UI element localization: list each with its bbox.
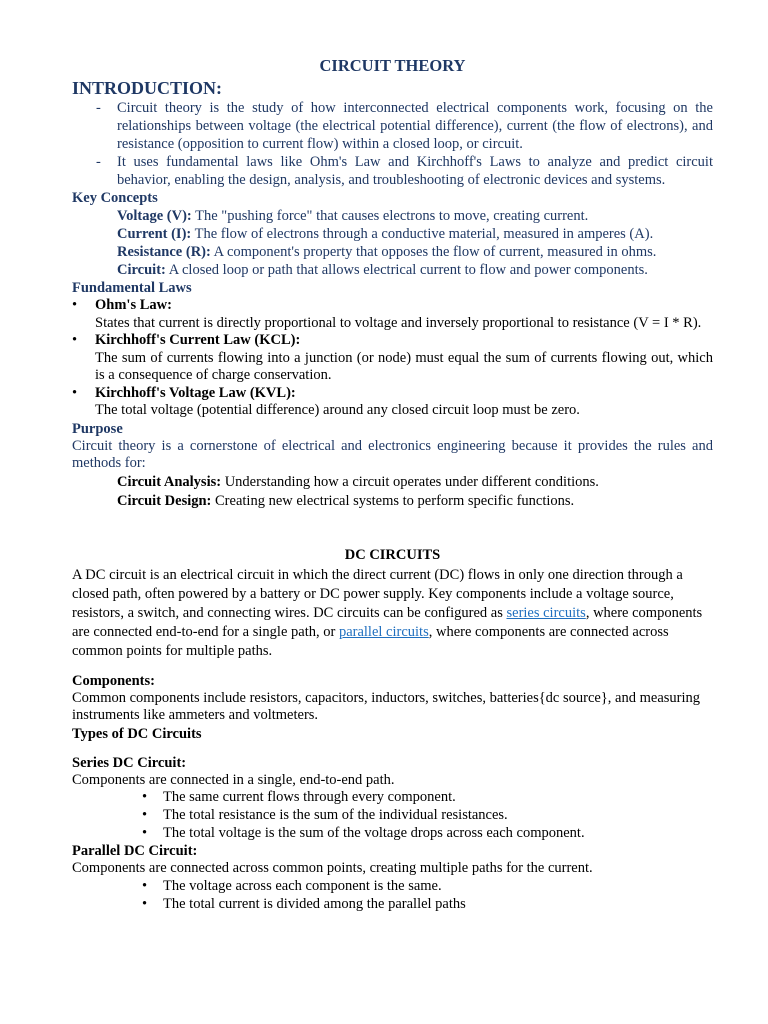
concept-desc: A closed loop or path that allows electrical current to flow and power components.	[165, 262, 648, 278]
concept-term: Voltage (V):	[117, 208, 192, 224]
key-concepts-list	[72, 207, 713, 279]
introduction-heading: INTRODUCTION:	[72, 78, 223, 98]
concept-item	[117, 225, 713, 243]
concept-term: Circuit:	[117, 262, 166, 278]
types-heading: Types of DC Circuits	[72, 725, 202, 742]
law-item	[72, 385, 713, 420]
bullet-icon: •	[72, 384, 78, 401]
bullet-icon: •	[72, 297, 78, 313]
parallel-circuits-link[interactable]: parallel circuits	[338, 624, 429, 641]
list-item: • The total resistance is the sum of the individual resistances.	[72, 807, 713, 825]
law-item	[72, 332, 713, 385]
list-item: • The total current is divided among the parallel paths	[72, 896, 713, 914]
components-text: Common components include resistors, capacitors, inductors, switches, batteries{dc source}, and measuring instruments like ammeters and voltmeters.	[72, 689, 701, 724]
law-text: The total voltage (potential difference) around any closed circuit loop must be zero.	[95, 402, 580, 418]
fundamental-laws-heading: Fundamental Laws	[72, 280, 192, 296]
document-page	[72, 56, 713, 914]
introduction-list	[72, 99, 713, 189]
law-name: Kirchhoff's Current Law (KCL):	[95, 332, 301, 348]
purpose-term: Circuit Design:	[117, 492, 212, 509]
purpose-text: Circuit theory is a cornerstone of electrical and electronics engineering because it provides the rules and methods for:	[72, 437, 713, 471]
components-heading: Components:	[72, 672, 155, 689]
concept-desc: The "pushing force" that causes electrons to move, creating current.	[191, 208, 589, 224]
concept-desc: A component's property that opposes the flow of current, measured in ohms.	[210, 244, 657, 260]
concept-desc: The flow of electrons through a conductive material, measured in amperes (A).	[191, 226, 654, 242]
introduction-point: - It uses fundamental laws like Ohm's Law and Kirchhoff's Laws to analyze and predict circuit behavior, enabling the design, analysis, and troubleshooting of electronic devices and systems.	[72, 153, 713, 189]
law-text: The sum of currents flowing into a junction (or node) must equal the sum of currents flowing out, which is a consequence of charge conservation.	[95, 349, 713, 383]
bullet-icon: •	[72, 332, 78, 348]
purpose-term: Circuit Analysis:	[117, 473, 222, 490]
purpose-list	[72, 473, 713, 511]
concept-term: Resistance (R):	[117, 244, 211, 260]
series-text: Components are connected in a single, end-to-end path.	[72, 771, 395, 788]
series-circuits-link[interactable]: series circuits	[506, 604, 586, 621]
concept-item	[117, 261, 713, 279]
law-name: Kirchhoff's Voltage Law (KVL):	[95, 384, 296, 401]
key-concepts-heading: Key Concepts	[72, 190, 158, 206]
list-item: • The same current flows through every component.	[72, 789, 713, 807]
dc-text: , where components are connected across common points for multiple paths.	[72, 624, 669, 660]
dc-intro-paragraph	[72, 566, 713, 662]
fundamental-laws-list	[72, 297, 713, 420]
list-item: • The voltage across each component is the same.	[72, 878, 713, 896]
law-name: Ohm's Law:	[95, 297, 172, 313]
concept-item	[117, 207, 713, 225]
series-points-list	[72, 789, 713, 842]
purpose-item	[117, 492, 713, 511]
dc-text: A DC circuit is an electrical circuit in which the direct current (DC) flows in only one direction through a closed path, often powered by a battery or DC power supply. Key components include a voltage source, resistors, a switch, and connecting wires. DC circuits can be configured as	[72, 566, 683, 621]
parallel-text: Components are connected across common points, creating multiple paths for the current.	[72, 860, 593, 877]
dc-circuits-title: DC CIRCUITS	[344, 546, 441, 563]
law-item	[72, 297, 713, 332]
concept-item	[117, 243, 713, 261]
purpose-item	[117, 473, 713, 492]
purpose-desc: Creating new electrical systems to perform specific functions.	[211, 492, 575, 509]
list-item: • The total voltage is the sum of the voltage drops across each component.	[72, 825, 713, 843]
purpose-desc: Understanding how a circuit operates under different conditions.	[221, 473, 599, 490]
introduction-point: - Circuit theory is the study of how interconnected electrical components work, focusing on the relationships between voltage (the electrical potential difference), current (the flow of electrons), and resistance (opposition to current flow) within a closed loop, or circuit.	[72, 99, 713, 153]
concept-term: Current (I):	[117, 226, 192, 242]
document-title: CIRCUIT THEORY	[319, 56, 466, 75]
law-text: States that current is directly proportional to voltage and inversely proportional to resistance (V = I * R).	[95, 314, 702, 331]
dc-text: , where components are connected end-to-end for a single path, or	[72, 604, 703, 641]
parallel-points-list	[72, 878, 713, 914]
purpose-heading: Purpose	[72, 420, 123, 437]
series-heading: Series DC Circuit:	[72, 754, 187, 771]
parallel-heading: Parallel DC Circuit:	[72, 843, 198, 860]
